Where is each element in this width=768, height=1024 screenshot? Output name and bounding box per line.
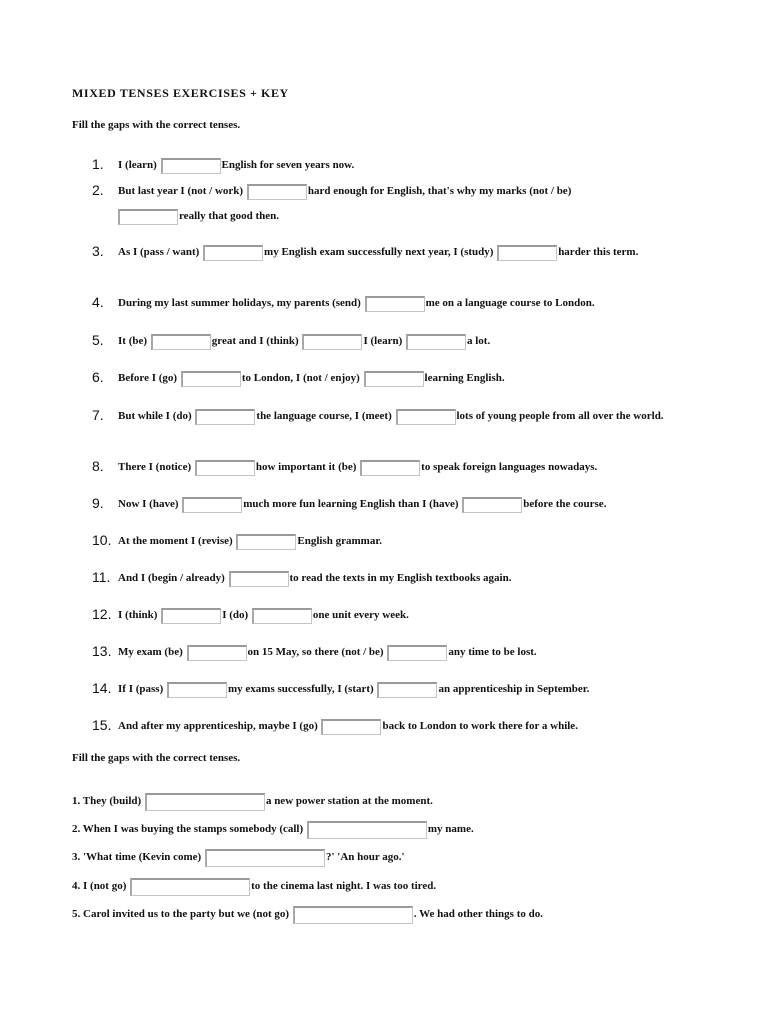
answer-gap[interactable] <box>387 645 447 661</box>
worksheet-title: MIXED TENSES EXERCISES + KEY <box>72 86 289 100</box>
item-number: 1. <box>92 156 104 172</box>
item-number: 10. <box>92 532 112 548</box>
exercise-2-item <box>72 849 692 867</box>
item-text: how important it (be) <box>255 461 357 473</box>
item-text: I (think) <box>118 609 158 621</box>
item-text: It (be) <box>118 335 148 347</box>
answer-gap[interactable] <box>205 849 325 867</box>
answer-gap[interactable] <box>118 209 178 225</box>
answer-gap[interactable] <box>182 497 242 513</box>
answer-gap[interactable] <box>302 334 362 350</box>
item-text: harder this term. <box>558 246 639 258</box>
item-text: I (do) <box>222 609 249 621</box>
answer-gap[interactable] <box>364 371 424 387</box>
item-text: 1. They (build) <box>72 795 142 807</box>
answer-gap[interactable] <box>293 906 413 924</box>
item-number: 6. <box>92 369 104 385</box>
exercise-2-item <box>72 821 692 839</box>
answer-gap[interactable] <box>377 682 437 698</box>
answer-gap[interactable] <box>161 608 221 624</box>
exercise-2-item <box>72 878 692 896</box>
item-text: to the cinema last night. I was too tired. <box>251 880 437 892</box>
item-number: 8. <box>92 458 104 474</box>
answer-gap[interactable] <box>307 821 427 839</box>
item-text: my English exam successfully next year, I (study) <box>264 246 494 258</box>
answer-gap[interactable] <box>365 296 425 312</box>
item-number: 14. <box>92 680 112 696</box>
item-number: 15. <box>92 717 112 733</box>
answer-gap[interactable] <box>462 497 522 513</box>
item-text: At the moment I (revise) <box>118 535 233 547</box>
answer-gap[interactable] <box>151 334 211 350</box>
answer-gap[interactable] <box>252 608 312 624</box>
item-text: before the course. <box>523 498 607 510</box>
item-text: During my last summer holidays, my parents (send) <box>118 297 361 309</box>
item-text: English for seven years now. <box>221 159 355 171</box>
item-text: to London, I (not / enjoy) <box>241 372 360 384</box>
item-text: my exams successfully, I (start) <box>227 683 374 695</box>
answer-gap[interactable] <box>145 793 265 811</box>
item-text: There I (notice) <box>118 461 192 473</box>
answer-gap[interactable] <box>181 371 241 387</box>
item-text: to read the texts in my English textbooks again. <box>289 572 512 584</box>
item-text: But last year I (not / work) <box>118 185 244 197</box>
answer-gap[interactable] <box>187 645 247 661</box>
item-number: 2. <box>92 182 104 198</box>
item-text: 2. When I was buying the stamps somebody (call) <box>72 823 304 835</box>
item-number: 9. <box>92 495 104 511</box>
item-text: 3. 'What time (Kevin come) <box>72 851 202 863</box>
answer-gap[interactable] <box>406 334 466 350</box>
item-text: to speak foreign languages nowadays. <box>421 461 598 473</box>
item-text: . We had other things to do. <box>413 908 543 920</box>
item-text: But while I (do) <box>118 410 192 422</box>
instruction-exercise-1: Fill the gaps with the correct tenses. <box>72 119 241 131</box>
exercise-2-item <box>72 906 692 924</box>
answer-gap[interactable] <box>236 534 296 550</box>
item-text: a new power station at the moment. <box>265 795 433 807</box>
answer-gap[interactable] <box>229 571 289 587</box>
item-text: much more fun learning English than I (have) <box>243 498 459 510</box>
item-text: on 15 May, so there (not / be) <box>247 646 384 658</box>
answer-gap[interactable] <box>203 245 263 261</box>
item-text: My exam (be) <box>118 646 183 658</box>
item-text: any time to be lost. <box>448 646 537 658</box>
item-text: I (learn) <box>118 159 157 171</box>
item-number: 5. <box>92 332 104 348</box>
item-text: my name. <box>427 823 474 835</box>
item-number: 3. <box>92 243 104 259</box>
answer-gap[interactable] <box>396 409 456 425</box>
item-number: 4. <box>92 294 104 310</box>
item-text: And I (begin / already) <box>118 572 225 584</box>
answer-gap[interactable] <box>161 158 221 174</box>
item-number: 11. <box>92 569 111 585</box>
answer-gap[interactable] <box>247 184 307 200</box>
item-text: learning English. <box>424 372 505 384</box>
answer-gap[interactable] <box>321 719 381 735</box>
item-text: a lot. <box>466 335 491 347</box>
item-text: As I (pass / want) <box>118 246 200 258</box>
item-text: great and I (think) <box>211 335 299 347</box>
answer-gap[interactable] <box>195 460 255 476</box>
item-text: me on a language course to London. <box>425 297 595 309</box>
item-number: 13. <box>92 643 112 659</box>
item-text: And after my apprenticeship, maybe I (go) <box>118 720 318 732</box>
item-text: English grammar. <box>297 535 382 547</box>
item-text: back to London to work there for a while. <box>382 720 578 732</box>
item-number: 7. <box>92 407 104 423</box>
item-text: Before I (go) <box>118 372 178 384</box>
item-text: If I (pass) <box>118 683 164 695</box>
item-text: one unit every week. <box>312 609 409 621</box>
answer-gap[interactable] <box>195 409 255 425</box>
item-text: really that good then. <box>179 210 280 222</box>
instruction-exercise-2: Fill the gaps with the correct tenses. <box>72 752 241 764</box>
exercise-2-item <box>72 793 692 811</box>
item-text: 5. Carol invited us to the party but we (not go) <box>72 908 290 920</box>
item-text: 4. I (not go) <box>72 880 127 892</box>
answer-gap[interactable] <box>130 878 250 896</box>
item-text: an apprenticeship in September. <box>438 683 590 695</box>
item-text: lots of young people from all over the world. <box>456 410 664 422</box>
answer-gap[interactable] <box>360 460 420 476</box>
item-text: Now I (have) <box>118 498 179 510</box>
item-text: hard enough for English, that's why my marks (not / be) <box>307 185 572 197</box>
answer-gap[interactable] <box>497 245 557 261</box>
answer-gap[interactable] <box>167 682 227 698</box>
item-text: I (learn) <box>363 335 403 347</box>
item-text: ?' 'An hour ago.' <box>325 851 405 863</box>
item-text: the language course, I (meet) <box>256 410 392 422</box>
item-number: 12. <box>92 606 112 622</box>
